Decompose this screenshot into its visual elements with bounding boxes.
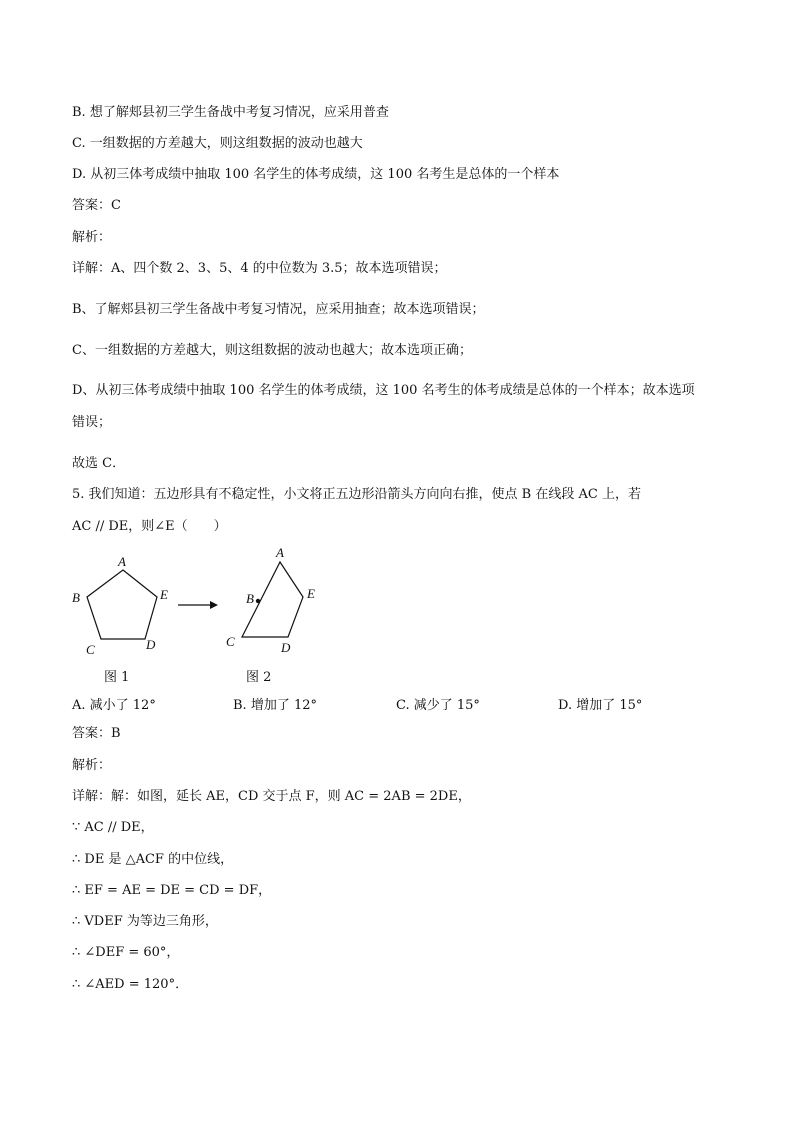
arrow-head [210,601,218,609]
options-row [72,694,722,714]
figure-2-caption: 图 2 [246,670,272,685]
detail-line-1: 详解：A、四个数 2、3、5、4 的中位数为 3.5；故本选项错误； [72,261,447,276]
fig1-label-D: D [146,637,156,652]
detail-line-4b: 错误； [72,415,112,430]
solution-line-4: ∴ EF = AE = DE = CD = DF， [72,883,272,898]
fig1-label-C: C [86,642,95,657]
detail-line-4a: D、从初三体考成绩中抽取 100 名学生的体考成绩，这 100 名考生的体考成绩是总体的一个样本；故本选项 [72,383,695,398]
fig2-label-C: C [226,634,235,649]
fig1-label-E: E [160,587,168,602]
conclusion-q4: 故选 C． [72,456,126,471]
solution-line-6: ∴ ∠DEF = 60°， [72,945,180,960]
pentagon-figure [60,540,360,665]
answer-q4: 答案：C [72,198,121,213]
option-c: C. 减少了 15° [396,698,480,713]
fig2-label-E: E [307,586,315,601]
detail-line-3: C、一组数据的方差越大，则这组数据的波动也越大；故本选项正确； [72,343,472,358]
fig1-label-B: B [72,590,80,605]
question-5-line-2: AC // DE，则∠E（ ） [72,519,227,534]
analysis-label-q5: 解析： [72,758,112,773]
solution-line-2: ∵ AC // DE， [72,820,154,835]
option-c-line: C. 一组数据的方差越大，则这组数据的波动也越大 [72,136,363,151]
analysis-label-q4: 解析： [72,230,112,245]
fig2-label-B: B [246,591,254,606]
option-d: D. 增加了 15° [558,698,643,713]
answer-q5: 答案：B [72,726,121,741]
option-b: B. 增加了 12° [233,698,317,713]
detail-line-2: B、了解郏县初三学生备战中考复习情况，应采用抽查；故本选项错误； [72,302,485,317]
option-b-line: B. 想了解郏县初三学生备战中考复习情况，应采用普查 [72,105,389,120]
fig1-label-A: A [118,554,126,569]
solution-line-7: ∴ ∠AED = 120°． [72,977,189,992]
question-5-line-1: 5. 我们知道：五边形具有不稳定性，小文将正五边形沿箭头方向向右推，使点 B 在线段 AC 上，若 [72,487,641,502]
solution-line-5: ∴ VDEF 为等边三角形， [72,914,218,929]
fig2-label-D: D [281,640,291,655]
option-a: A. 减小了 12° [72,698,156,713]
solution-line-1: 详解：解：如图，延长 AE，CD 交于点 F，则 AC = 2AB = 2DE， [72,789,471,804]
solution-line-3: ∴ DE 是 △ACF 的中位线， [72,852,234,867]
point-B-dot [256,599,260,603]
fig2-label-A: A [276,545,284,560]
pentagon-fig1 [87,570,157,639]
option-d-line: D. 从初三体考成绩中抽取 100 名学生的体考成绩，这 100 名考生是总体的一个样本 [72,167,560,182]
figure-1-caption: 图 1 [104,670,130,685]
